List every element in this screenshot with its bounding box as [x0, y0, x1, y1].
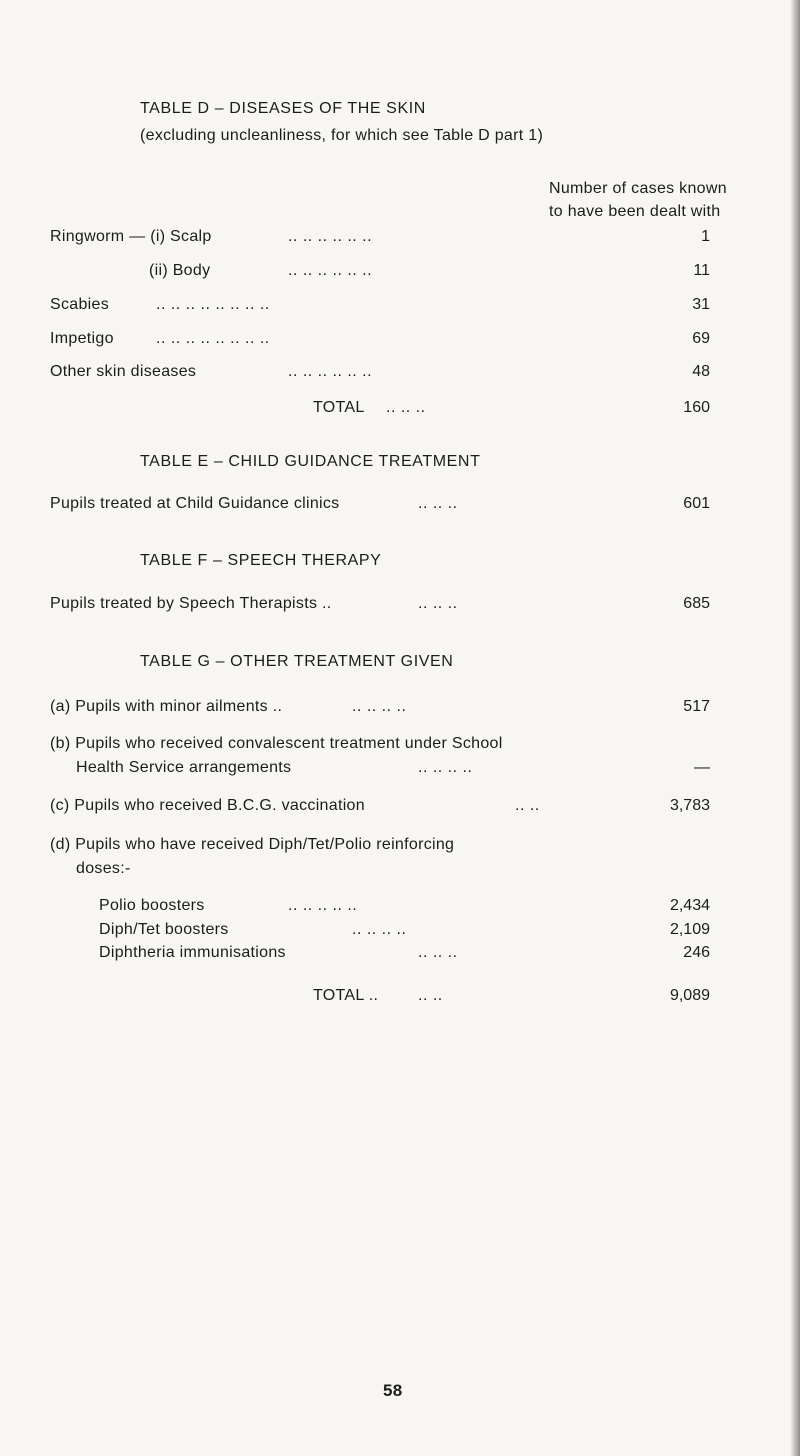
table-e-title: TABLE E – CHILD GUIDANCE TREATMENT	[140, 453, 481, 470]
value-ringworm-scalp: 1	[701, 228, 710, 245]
diph-tet-boosters-label: Diph/Tet boosters	[99, 921, 229, 938]
row-label-impetigo: Impetigo	[50, 330, 114, 347]
leader-dots: .. .. .. .. .. ..	[288, 228, 373, 245]
page-number: 58	[383, 1381, 403, 1400]
speech-therapy-label: Pupils treated by Speech Therapists ..	[50, 595, 332, 612]
child-guidance-value: 601	[683, 495, 710, 512]
leader-dots: .. .. .. .. .. ..	[288, 363, 373, 380]
leader-dots: .. .. ..	[418, 944, 458, 961]
column-header-line-2: to have been dealt with	[549, 203, 721, 220]
row-d-label-line-1: (d) Pupils who have received Diph/Tet/Polio reinforcing	[50, 836, 455, 853]
diphtheria-immunisations-value: 246	[683, 944, 710, 961]
polio-boosters-value: 2,434	[669, 897, 710, 914]
leader-dots: .. .. .. .. .. .. .. ..	[156, 330, 270, 347]
table-d-title: TABLE D – DISEASES OF THE SKIN	[140, 100, 426, 117]
leader-dots: .. .. .. ..	[352, 698, 407, 715]
table-d-total-label: TOTAL	[313, 399, 365, 416]
table-g-total-label: TOTAL ..	[313, 987, 379, 1004]
leader-dots: .. .. .. .. .. .. .. ..	[156, 296, 270, 313]
speech-therapy-value: 685	[683, 595, 710, 612]
row-label-scabies: Scabies	[50, 296, 110, 313]
row-a-label: (a) Pupils with minor ailments ..	[50, 698, 283, 715]
leader-dots: .. .. .. ..	[352, 921, 407, 938]
diphtheria-immunisations-label: Diphtheria immunisations	[99, 944, 286, 961]
leader-dots: .. ..	[418, 987, 443, 1004]
leader-dots: .. .. .. .. ..	[288, 897, 358, 914]
child-guidance-label: Pupils treated at Child Guidance clinics	[50, 495, 340, 512]
row-label-ringworm-scalp: Ringworm — (i) Scalp	[50, 228, 212, 245]
table-f-title: TABLE F – SPEECH THERAPY	[140, 552, 382, 569]
row-b-value: —	[694, 759, 710, 776]
table-d-subtitle: (excluding uncleanliness, for which see Table D part 1)	[140, 127, 544, 144]
row-b-label-line-1: (b) Pupils who received convalescent treatment under School	[50, 735, 503, 752]
value-scabies: 31	[692, 296, 710, 313]
row-label-ringworm-body: (ii) Body	[149, 262, 211, 279]
row-d-label-line-2: doses:-	[76, 860, 131, 877]
row-label-other-skin: Other skin diseases	[50, 363, 197, 380]
leader-dots: .. .. ..	[418, 595, 458, 612]
table-d-total-value: 160	[683, 399, 710, 416]
leader-dots: .. .. .. .. .. ..	[288, 262, 373, 279]
table-g-total-value: 9,089	[669, 987, 710, 1004]
leader-dots: .. .. ..	[418, 495, 458, 512]
table-g-title: TABLE G – OTHER TREATMENT GIVEN	[140, 653, 454, 670]
row-c-value: 3,783	[669, 797, 710, 814]
value-other-skin: 48	[692, 363, 710, 380]
column-header-line-1: Number of cases known	[549, 180, 727, 197]
leader-dots: .. .. ..	[386, 399, 426, 416]
value-ringworm-body: 11	[693, 262, 710, 279]
polio-boosters-label: Polio boosters	[99, 897, 205, 914]
row-c-label: (c) Pupils who received B.C.G. vaccination	[50, 797, 365, 814]
leader-dots: .. ..	[515, 797, 540, 814]
row-b-label-line-2: Health Service arrangements	[76, 759, 292, 776]
value-impetigo: 69	[692, 330, 710, 347]
diph-tet-boosters-value: 2,109	[669, 921, 710, 938]
row-a-value: 517	[683, 698, 710, 715]
page-edge-shadow	[790, 0, 800, 1456]
leader-dots: .. .. .. ..	[418, 759, 473, 776]
